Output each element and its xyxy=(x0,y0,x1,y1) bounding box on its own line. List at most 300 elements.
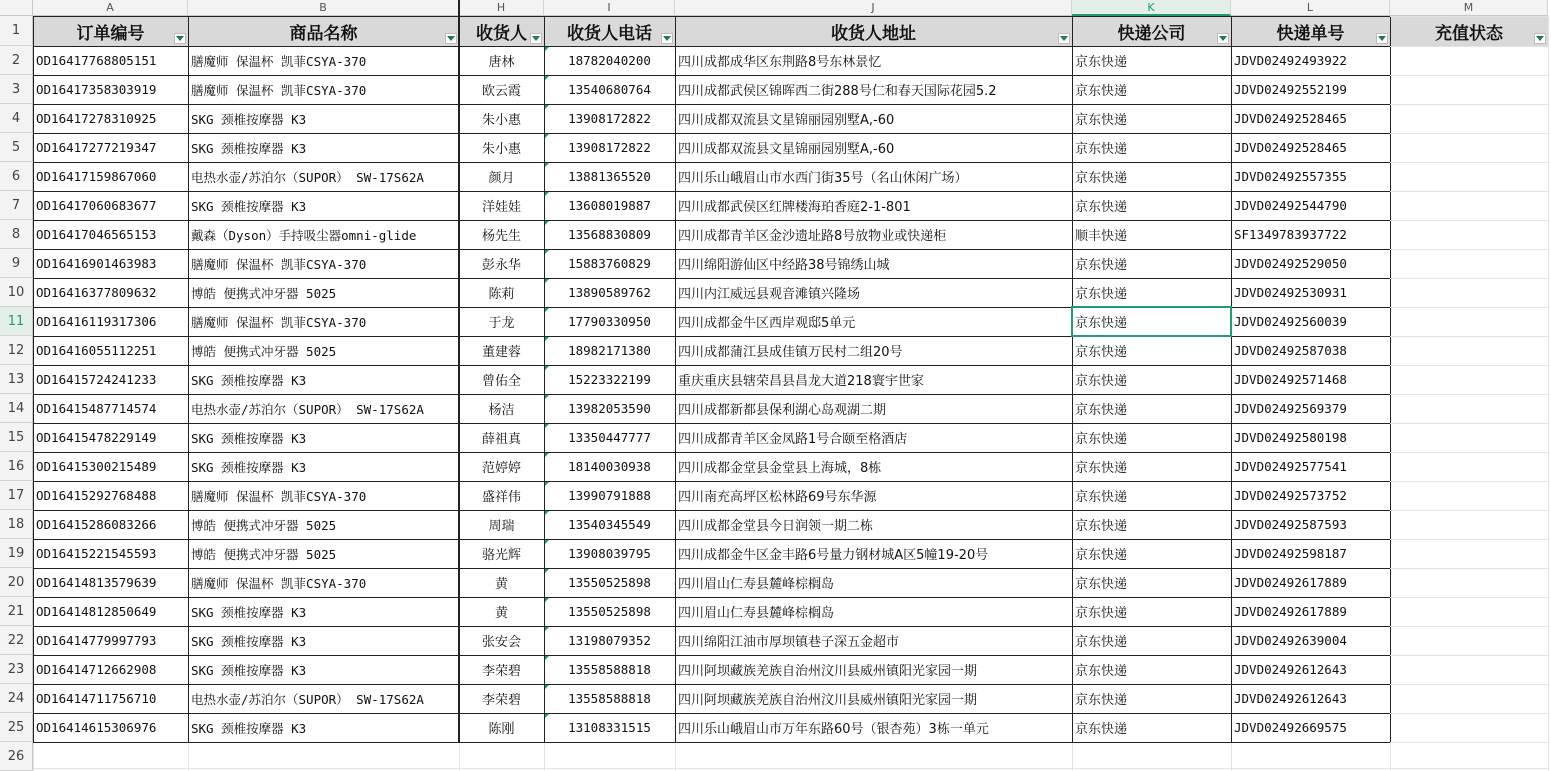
phone-text: 15883760829 xyxy=(568,256,651,271)
cell-j-3[interactable]: 四川成都武侯区锦晖西二街288号仁和春天国际花园5.2 xyxy=(678,84,997,99)
cell-l-9[interactable]: JDVD02492529050 xyxy=(1234,256,1347,271)
cell-b-16[interactable]: SKG 颈椎按摩器 K3 xyxy=(191,459,307,475)
row-header-5[interactable]: 5 xyxy=(0,133,33,162)
gridline xyxy=(1072,16,1073,742)
gridline xyxy=(33,684,1390,685)
gridline xyxy=(33,16,1390,17)
row-header-24[interactable]: 24 xyxy=(0,684,33,713)
cell-l-10[interactable]: JDVD02492530931 xyxy=(1234,285,1347,300)
gridline xyxy=(1390,626,1548,627)
cell-j-10[interactable]: 四川内江威远县观音滩镇兴隆场 xyxy=(678,287,861,302)
cell-h-20[interactable]: 黄 xyxy=(494,577,508,592)
cell-l-2[interactable]: JDVD02492493922 xyxy=(1234,53,1347,68)
cell-h-22[interactable]: 张安会 xyxy=(481,635,521,650)
phone-text: 18782040200 xyxy=(568,53,651,68)
cell-l-25[interactable]: JDVD02492669575 xyxy=(1234,720,1347,735)
cell-i-4[interactable] xyxy=(544,104,675,133)
gridline xyxy=(1548,16,1549,771)
cell-h-8[interactable]: 杨先生 xyxy=(481,229,521,244)
row-header-19[interactable]: 19 xyxy=(0,539,33,568)
cell-a-18[interactable]: OD16415286083266 xyxy=(36,517,157,532)
cell-h-15[interactable]: 薛祖真 xyxy=(481,432,521,447)
gridline xyxy=(1390,75,1548,76)
cell-i-7[interactable] xyxy=(544,191,675,220)
cell-m-15[interactable] xyxy=(1390,423,1548,452)
cell-k-2[interactable]: 京东快递 xyxy=(1075,55,1128,70)
gridline xyxy=(33,191,1390,192)
cell-l-22[interactable]: JDVD02492639004 xyxy=(1234,633,1347,648)
filter-dropdown-icon[interactable] xyxy=(1376,33,1388,44)
cell-j-5[interactable]: 四川成都双流县文星锦丽园别墅A,-60 xyxy=(678,142,895,157)
cell-b-2[interactable]: 膳魔师 保温杯 凯菲CSYA-370 xyxy=(191,53,367,69)
filter-dropdown-icon[interactable] xyxy=(1217,33,1229,44)
cell-m-18[interactable] xyxy=(1390,510,1548,539)
cell-j-21[interactable]: 四川眉山仁寿县麓峰棕榈岛 xyxy=(678,606,835,621)
cell-j-7[interactable]: 四川成都武侯区红牌楼海珀香庭2-1-801 xyxy=(678,200,911,215)
cell-k-3[interactable]: 京东快递 xyxy=(1075,84,1128,99)
cell-k-25[interactable]: 京东快递 xyxy=(1075,722,1128,737)
cell-k-4[interactable]: 京东快递 xyxy=(1075,113,1128,128)
cell-i-11[interactable] xyxy=(544,307,675,336)
cell-k-12[interactable]: 京东快递 xyxy=(1075,345,1128,360)
column-header-h[interactable]: H xyxy=(459,0,544,16)
cell-m-12[interactable] xyxy=(1390,336,1548,365)
cell-i-18[interactable] xyxy=(544,510,675,539)
row-header-18[interactable]: 18 xyxy=(0,510,33,539)
header-cell-b[interactable] xyxy=(188,16,459,46)
cell-i-12[interactable] xyxy=(544,336,675,365)
gridline xyxy=(1390,597,1548,598)
cell-l-11[interactable]: JDVD02492560039 xyxy=(1234,314,1347,329)
cell-k-15[interactable]: 京东快递 xyxy=(1075,432,1128,447)
filter-dropdown-icon[interactable] xyxy=(530,33,542,44)
cell-k-22[interactable]: 京东快递 xyxy=(1075,635,1128,650)
phone-text: 13550525898 xyxy=(568,575,651,590)
cell-j-20[interactable]: 四川眉山仁寿县麓峰棕榈岛 xyxy=(678,577,835,592)
cell-j-14[interactable]: 四川成都新都县保利湖心岛观湖二期 xyxy=(678,403,887,418)
gridline xyxy=(33,104,1390,105)
cell-h-2[interactable]: 唐林 xyxy=(488,55,515,70)
cell-b-25[interactable]: SKG 颈椎按摩器 K3 xyxy=(191,720,307,736)
cell-a-22[interactable]: OD16414779997793 xyxy=(36,633,157,648)
cell-k-17[interactable]: 京东快递 xyxy=(1075,490,1128,505)
gridline xyxy=(1390,365,1548,366)
gridline xyxy=(1390,249,1548,250)
cell-i-24[interactable] xyxy=(544,684,675,713)
cell-h-24[interactable]: 李荣碧 xyxy=(481,693,521,708)
cell-m-13[interactable] xyxy=(1390,365,1548,394)
row-header-15[interactable]: 15 xyxy=(0,423,33,452)
active-cell-selection[interactable] xyxy=(1071,306,1232,337)
cell-b-5[interactable]: SKG 颈椎按摩器 K3 xyxy=(191,140,307,156)
header-cell-k[interactable] xyxy=(1072,16,1231,46)
phone-text: 13608019887 xyxy=(568,198,651,213)
cell-h-21[interactable]: 黄 xyxy=(494,606,508,621)
cell-j-2[interactable]: 四川成都成华区东荆路8号东林景忆 xyxy=(678,55,882,70)
phone-text: 13350447777 xyxy=(568,430,651,445)
cell-a-13[interactable]: OD16415724241233 xyxy=(36,372,157,387)
cell-a-17[interactable]: OD16415292768488 xyxy=(36,488,157,503)
cell-m-21[interactable] xyxy=(1390,597,1548,626)
cell-a-2[interactable]: OD16417768805151 xyxy=(36,53,157,68)
gridline xyxy=(1390,220,1548,221)
cell-j-9[interactable]: 四川绵阳游仙区中经路38号锦绣山城 xyxy=(678,258,890,273)
cell-a-8[interactable]: OD16417046565153 xyxy=(36,227,157,242)
cell-m-20[interactable] xyxy=(1390,568,1548,597)
cell-j-22[interactable]: 四川绵阳江油市厚坝镇巷子深五金超市 xyxy=(678,635,900,650)
row-header-11[interactable]: 11 xyxy=(0,307,33,336)
cell-b-14[interactable]: 电热水壶/苏泊尔（SUPOR） SW-17S62A xyxy=(191,401,424,417)
gridline xyxy=(1390,481,1548,482)
cell-h-16[interactable]: 范婷婷 xyxy=(481,461,521,476)
cell-j-8[interactable]: 四川成都青羊区金沙遗址路8号放物业或快递柜 xyxy=(678,229,947,244)
cell-k-14[interactable]: 京东快递 xyxy=(1075,403,1128,418)
row-header-7[interactable]: 7 xyxy=(0,191,33,220)
cell-k-10[interactable]: 京东快递 xyxy=(1075,287,1128,302)
gridline xyxy=(33,394,1390,395)
cell-j-18[interactable]: 四川成都金堂县今日润领一期二栋 xyxy=(678,519,874,534)
cell-j-25[interactable]: 四川乐山峨眉山市万年东路60号（银杏苑）3栋一单元 xyxy=(678,722,989,737)
cell-b-20[interactable]: 膳魔师 保温杯 凯菲CSYA-370 xyxy=(191,575,367,591)
cell-j-16[interactable]: 四川成都金堂县金堂县上海城，8栋 xyxy=(678,461,882,476)
cell-l-13[interactable]: JDVD02492571468 xyxy=(1234,372,1347,387)
column-header-m[interactable]: M xyxy=(1390,0,1548,16)
cell-k-19[interactable]: 京东快递 xyxy=(1075,548,1128,563)
row-header-3[interactable]: 3 xyxy=(0,75,33,104)
cell-i-10[interactable] xyxy=(544,278,675,307)
row-header-1[interactable]: 1 xyxy=(0,16,33,46)
cell-h-3[interactable]: 欧云霞 xyxy=(481,84,521,99)
cell-j-15[interactable]: 四川成都青羊区金凤路1号合颐至格酒店 xyxy=(678,432,908,447)
cell-k-20[interactable]: 京东快递 xyxy=(1075,577,1128,592)
row-header-25[interactable]: 25 xyxy=(0,713,33,742)
cell-l-14[interactable]: JDVD02492569379 xyxy=(1234,401,1347,416)
filter-dropdown-icon[interactable] xyxy=(1058,33,1070,44)
cell-i-23[interactable] xyxy=(544,655,675,684)
cell-j-6[interactable]: 四川乐山峨眉山市水西门街35号（名山休闲广场） xyxy=(678,171,968,186)
cell-h-4[interactable]: 朱小惠 xyxy=(481,113,521,128)
cell-a-23[interactable]: OD16414712662908 xyxy=(36,662,157,677)
cell-i-3[interactable] xyxy=(544,75,675,104)
gridline xyxy=(33,16,34,742)
cell-h-9[interactable]: 彭永华 xyxy=(481,258,521,273)
cell-l-16[interactable]: JDVD02492577541 xyxy=(1234,459,1347,474)
row-header-8[interactable]: 8 xyxy=(0,220,33,249)
gridline xyxy=(1390,539,1548,540)
cell-l-18[interactable]: JDVD02492587593 xyxy=(1234,517,1347,532)
cell-l-23[interactable]: JDVD02492612643 xyxy=(1234,662,1347,677)
row-header-9[interactable]: 9 xyxy=(0,249,33,278)
cell-m-3[interactable] xyxy=(1390,75,1548,104)
cell-h-19[interactable]: 骆光辉 xyxy=(481,548,521,563)
header-label: 快递单号 xyxy=(1276,23,1345,44)
cell-i-8[interactable] xyxy=(544,220,675,249)
cell-j-19[interactable]: 四川成都金牛区金丰路6号量力钢材城A区5幢19-20号 xyxy=(678,548,989,563)
cell-i-9[interactable] xyxy=(544,249,675,278)
cell-l-19[interactable]: JDVD02492598187 xyxy=(1234,546,1347,561)
phone-text: 13550525898 xyxy=(568,604,651,619)
cell-k-5[interactable]: 京东快递 xyxy=(1075,142,1128,157)
gridline xyxy=(1390,336,1548,337)
row-header-12[interactable]: 12 xyxy=(0,336,33,365)
cell-i-21[interactable] xyxy=(544,597,675,626)
gridline xyxy=(1390,655,1548,656)
cell-a-9[interactable]: OD16416901463983 xyxy=(36,256,157,271)
cell-i-25[interactable] xyxy=(544,713,675,742)
phone-text: 13908039795 xyxy=(568,546,651,561)
cell-m-11[interactable] xyxy=(1390,307,1548,336)
cell-h-12[interactable]: 董建蓉 xyxy=(481,345,521,360)
gridline xyxy=(1390,307,1548,308)
header-label: 快递公司 xyxy=(1117,23,1186,44)
gridline xyxy=(675,16,676,742)
phone-text: 17790330950 xyxy=(568,314,651,329)
cell-m-9[interactable] xyxy=(1390,249,1548,278)
cell-b-4[interactable]: SKG 颈椎按摩器 K3 xyxy=(191,111,307,127)
cell-i-6[interactable] xyxy=(544,162,675,191)
column-header-j[interactable]: J xyxy=(675,0,1072,16)
cell-a-24[interactable]: OD16414711756710 xyxy=(36,691,157,706)
row-header-22[interactable]: 22 xyxy=(0,626,33,655)
cell-i-13[interactable] xyxy=(544,365,675,394)
cell-i-14[interactable] xyxy=(544,394,675,423)
cell-h-13[interactable]: 曾佑全 xyxy=(481,374,521,389)
cell-k-7[interactable]: 京东快递 xyxy=(1075,200,1128,215)
cell-h-10[interactable]: 陈莉 xyxy=(488,287,515,302)
gridline xyxy=(33,220,1390,221)
cell-l-20[interactable]: JDVD02492617889 xyxy=(1234,575,1347,590)
cell-m-19[interactable] xyxy=(1390,539,1548,568)
gridline xyxy=(544,16,545,742)
phone-text: 13558588818 xyxy=(568,662,651,677)
cell-a-25[interactable]: OD16414615306976 xyxy=(36,720,157,735)
cell-m-22[interactable] xyxy=(1390,626,1548,655)
cell-h-23[interactable]: 李荣碧 xyxy=(481,664,521,679)
row-header-2[interactable]: 2 xyxy=(0,46,33,75)
cell-a-14[interactable]: OD16415487714574 xyxy=(36,401,157,416)
row-header-16[interactable]: 16 xyxy=(0,452,33,481)
cell-m-24[interactable] xyxy=(1390,684,1548,713)
filter-dropdown-icon[interactable] xyxy=(174,33,186,44)
row-header-13[interactable]: 13 xyxy=(0,365,33,394)
cell-b-21[interactable]: SKG 颈椎按摩器 K3 xyxy=(191,604,307,620)
cell-i-5[interactable] xyxy=(544,133,675,162)
row-header-6[interactable]: 6 xyxy=(0,162,33,191)
row-header-23[interactable]: 23 xyxy=(0,655,33,684)
cell-k-11[interactable]: 京东快递 xyxy=(1075,316,1128,331)
cell-m-14[interactable] xyxy=(1390,394,1548,423)
phone-text: 13908172822 xyxy=(568,111,651,126)
cell-m-16[interactable] xyxy=(1390,452,1548,481)
cell-a-20[interactable]: OD16414813579639 xyxy=(36,575,157,590)
gridline xyxy=(33,481,1390,482)
gridline xyxy=(33,568,1390,569)
cell-l-24[interactable]: JDVD02492612643 xyxy=(1234,691,1347,706)
cell-b-10[interactable]: 博皓 便携式冲牙器 5025 xyxy=(191,285,337,301)
cell-m-23[interactable] xyxy=(1390,655,1548,684)
filter-dropdown-icon[interactable] xyxy=(1534,33,1546,44)
phone-text: 13540680764 xyxy=(568,82,651,97)
row-header-26[interactable]: 26 xyxy=(0,742,33,771)
phone-text: 15223322199 xyxy=(568,372,651,387)
cell-i-2[interactable] xyxy=(544,46,675,75)
cell-b-23[interactable]: SKG 颈椎按摩器 K3 xyxy=(191,662,307,678)
column-header-i[interactable]: I xyxy=(544,0,675,16)
cell-a-3[interactable]: OD16417358303919 xyxy=(36,82,157,97)
cell-l-12[interactable]: JDVD02492587038 xyxy=(1234,343,1347,358)
cell-b-11[interactable]: 膳魔师 保温杯 凯菲CSYA-370 xyxy=(191,314,367,330)
cell-i-20[interactable] xyxy=(544,568,675,597)
cell-h-25[interactable]: 陈刚 xyxy=(488,722,515,737)
cell-b-12[interactable]: 博皓 便携式冲牙器 5025 xyxy=(191,343,337,359)
cell-b-3[interactable]: 膳魔师 保温杯 凯菲CSYA-370 xyxy=(191,82,367,98)
cell-a-19[interactable]: OD16415221545593 xyxy=(36,546,157,561)
cell-h-18[interactable]: 周瑞 xyxy=(488,519,515,534)
cell-a-16[interactable]: OD16415300215489 xyxy=(36,459,157,474)
phone-text: 13568830809 xyxy=(568,227,651,242)
gridline xyxy=(1231,16,1232,742)
cell-i-15[interactable] xyxy=(544,423,675,452)
cell-a-7[interactable]: OD16417060683677 xyxy=(36,198,157,213)
cell-a-10[interactable]: OD16416377809632 xyxy=(36,285,157,300)
gridline xyxy=(1390,510,1548,511)
column-separator xyxy=(458,0,460,742)
cell-m-6[interactable] xyxy=(1390,162,1548,191)
cell-m-2[interactable] xyxy=(1390,46,1548,75)
column-header-l[interactable]: L xyxy=(1231,0,1390,16)
cell-l-4[interactable]: JDVD02492528465 xyxy=(1234,111,1347,126)
cell-b-18[interactable]: 博皓 便携式冲牙器 5025 xyxy=(191,517,337,533)
gridline xyxy=(1390,713,1548,714)
cell-b-13[interactable]: SKG 颈椎按摩器 K3 xyxy=(191,372,307,388)
cell-l-21[interactable]: JDVD02492617889 xyxy=(1234,604,1347,619)
row-header-20[interactable]: 20 xyxy=(0,568,33,597)
header-cell-m[interactable] xyxy=(1390,16,1548,46)
cell-b-22[interactable]: SKG 颈椎按摩器 K3 xyxy=(191,633,307,649)
column-header-b[interactable]: B xyxy=(188,0,459,16)
cell-l-3[interactable]: JDVD02492552199 xyxy=(1234,82,1347,97)
column-header-a[interactable]: A xyxy=(33,0,188,16)
cell-k-9[interactable]: 京东快递 xyxy=(1075,258,1128,273)
cell-b-19[interactable]: 博皓 便携式冲牙器 5025 xyxy=(191,546,337,562)
cell-l-5[interactable]: JDVD02492528465 xyxy=(1234,140,1347,155)
phone-text: 13908172822 xyxy=(568,140,651,155)
cell-j-23[interactable]: 四川阿坝藏族羌族自治州汶川县威州镇阳光家园一期 xyxy=(678,664,978,679)
cell-i-22[interactable] xyxy=(544,626,675,655)
cell-a-21[interactable]: OD16414812850649 xyxy=(36,604,157,619)
cell-b-15[interactable]: SKG 颈椎按摩器 K3 xyxy=(191,430,307,446)
header-cell-i[interactable] xyxy=(544,16,675,46)
filter-dropdown-icon[interactable] xyxy=(445,33,457,44)
header-cell-a[interactable] xyxy=(33,16,188,46)
cell-h-5[interactable]: 朱小惠 xyxy=(481,142,521,157)
row-header-14[interactable]: 14 xyxy=(0,394,33,423)
cell-b-17[interactable]: 膳魔师 保温杯 凯菲CSYA-370 xyxy=(191,488,367,504)
cell-a-11[interactable]: OD16416119317306 xyxy=(36,314,157,329)
cell-h-17[interactable]: 盛祥伟 xyxy=(481,490,521,505)
cell-a-5[interactable]: OD16417277219347 xyxy=(36,140,157,155)
cell-l-6[interactable]: JDVD02492557355 xyxy=(1234,169,1347,184)
cell-h-14[interactable]: 杨洁 xyxy=(488,403,515,418)
cell-h-7[interactable]: 洋娃娃 xyxy=(481,200,521,215)
gridline xyxy=(33,655,1390,656)
cell-b-24[interactable]: 电热水壶/苏泊尔（SUPOR） SW-17S62A xyxy=(191,691,424,707)
cell-m-25[interactable] xyxy=(1390,713,1548,742)
cell-b-6[interactable]: 电热水壶/苏泊尔（SUPOR） SW-17S62A xyxy=(191,169,424,185)
cell-l-8[interactable]: SF1349783937722 xyxy=(1234,227,1347,242)
cell-k-8[interactable]: 顺丰快递 xyxy=(1075,229,1128,244)
cell-a-12[interactable]: OD16416055112251 xyxy=(36,343,157,358)
phone-text: 13558588818 xyxy=(568,691,651,706)
select-all-corner[interactable] xyxy=(0,0,33,16)
gridline xyxy=(1390,423,1548,424)
cell-j-12[interactable]: 四川成都蒲江县成佳镇万民村二组20号 xyxy=(678,345,903,360)
cell-j-4[interactable]: 四川成都双流县文星锦丽园别墅A,-60 xyxy=(678,113,895,128)
cell-h-6[interactable]: 颜月 xyxy=(488,171,515,186)
cell-m-7[interactable] xyxy=(1390,191,1548,220)
cell-k-16[interactable]: 京东快递 xyxy=(1075,461,1128,476)
cell-i-17[interactable] xyxy=(544,481,675,510)
cell-j-24[interactable]: 四川阿坝藏族羌族自治州汶川县威州镇阳光家园一期 xyxy=(678,693,978,708)
cell-m-17[interactable] xyxy=(1390,481,1548,510)
header-cell-j[interactable] xyxy=(675,16,1072,46)
cell-j-17[interactable]: 四川南充高坪区松林路69号东华源 xyxy=(678,490,877,505)
filter-dropdown-icon[interactable] xyxy=(661,33,673,44)
cell-h-11[interactable]: 于龙 xyxy=(488,316,515,331)
cell-b-9[interactable]: 膳魔师 保温杯 凯菲CSYA-370 xyxy=(191,256,367,272)
gridline xyxy=(1390,46,1548,47)
cell-k-23[interactable]: 京东快递 xyxy=(1075,664,1128,679)
cell-a-6[interactable]: OD16417159867060 xyxy=(36,169,157,184)
cell-b-8[interactable]: 戴森（Dyson）手持吸尘器omni-glide xyxy=(191,227,417,243)
cell-k-18[interactable]: 京东快递 xyxy=(1075,519,1128,534)
column-header-k[interactable]: K xyxy=(1072,0,1231,16)
cell-l-17[interactable]: JDVD02492573752 xyxy=(1234,488,1347,503)
cell-m-10[interactable] xyxy=(1390,278,1548,307)
cell-k-24[interactable]: 京东快递 xyxy=(1075,693,1128,708)
gridline xyxy=(33,597,1390,598)
cell-k-13[interactable]: 京东快递 xyxy=(1075,374,1128,389)
row-header-4[interactable]: 4 xyxy=(0,104,33,133)
gridline xyxy=(1390,191,1548,192)
gridline xyxy=(33,249,1390,250)
row-header-10[interactable]: 10 xyxy=(0,278,33,307)
cell-k-21[interactable]: 京东快递 xyxy=(1075,606,1128,621)
cell-a-15[interactable]: OD16415478229149 xyxy=(36,430,157,445)
cell-a-4[interactable]: OD16417278310925 xyxy=(36,111,157,126)
header-cell-h[interactable] xyxy=(459,16,544,46)
cell-m-8[interactable] xyxy=(1390,220,1548,249)
row-header-17[interactable]: 17 xyxy=(0,481,33,510)
cell-j-11[interactable]: 四川成都金牛区西岸观邸5单元 xyxy=(678,316,856,331)
row-header-21[interactable]: 21 xyxy=(0,597,33,626)
header-cell-l[interactable] xyxy=(1231,16,1390,46)
cell-i-19[interactable] xyxy=(544,539,675,568)
cell-m-4[interactable] xyxy=(1390,104,1548,133)
header-label: 收货人地址 xyxy=(831,23,916,44)
cell-l-15[interactable]: JDVD02492580198 xyxy=(1234,430,1347,445)
phone-text: 13881365520 xyxy=(568,169,651,184)
header-label: 订单编号 xyxy=(76,23,145,44)
cell-k-6[interactable]: 京东快递 xyxy=(1075,171,1128,186)
gridline xyxy=(33,278,1390,279)
cell-b-7[interactable]: SKG 颈椎按摩器 K3 xyxy=(191,198,307,214)
cell-l-7[interactable]: JDVD02492544790 xyxy=(1234,198,1347,213)
cell-i-16[interactable] xyxy=(544,452,675,481)
cell-j-13[interactable]: 重庆重庆县辖荣昌县昌龙大道218寰宇世家 xyxy=(678,374,924,389)
cell-m-5[interactable] xyxy=(1390,133,1548,162)
gridline xyxy=(33,626,1390,627)
